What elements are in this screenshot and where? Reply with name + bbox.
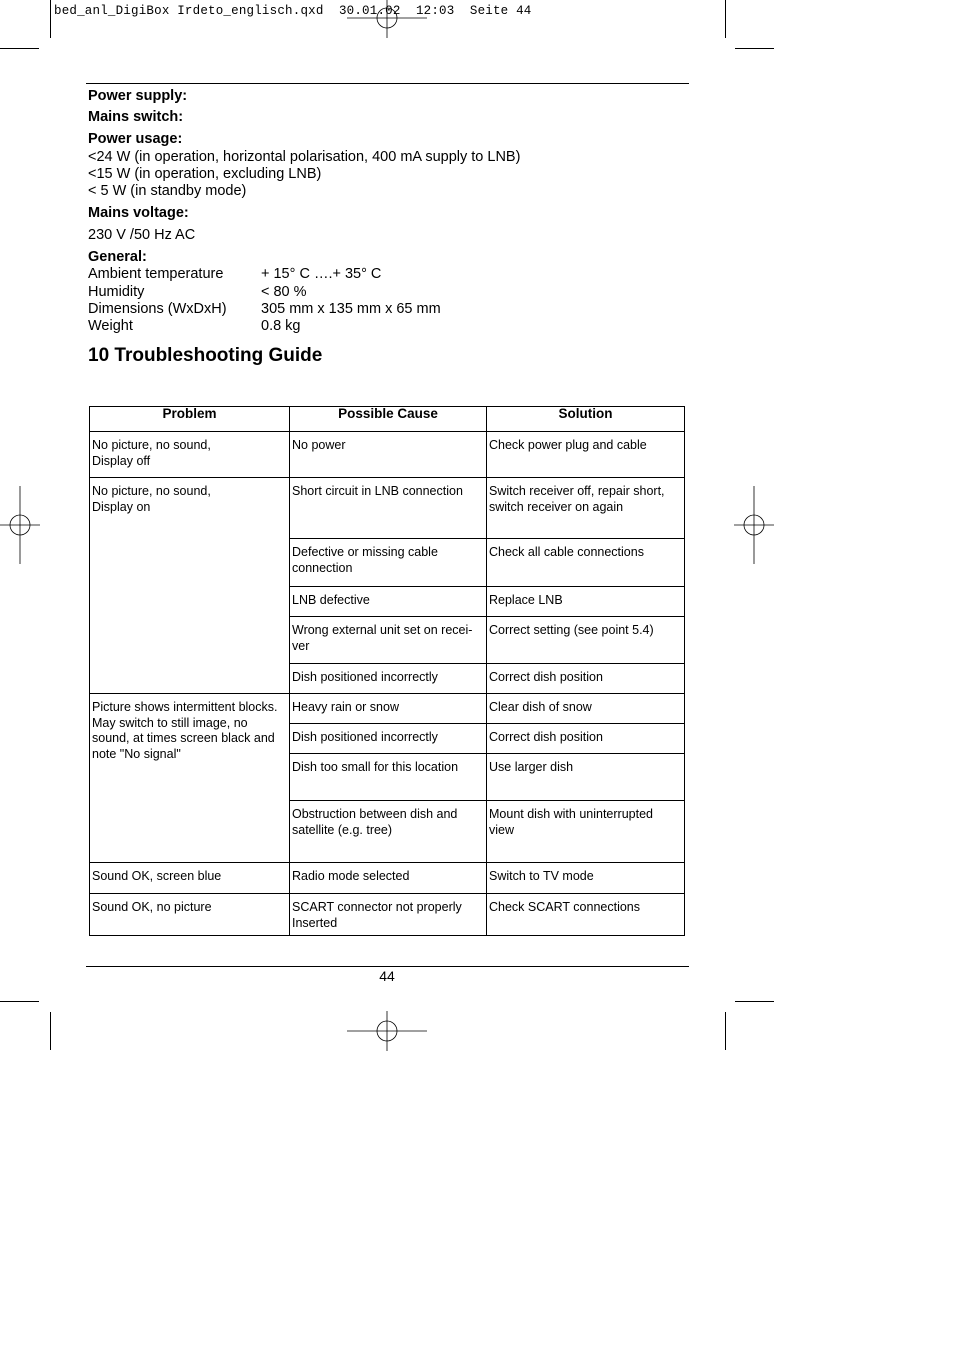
cause-cell-line: Short circuit in LNB connection (292, 484, 463, 498)
cause-cell (290, 432, 487, 478)
cause-cell-line: No power (292, 438, 346, 452)
solution-cell (487, 801, 685, 863)
cause-cell-line: Radio mode selected (292, 869, 410, 883)
cause-cell (290, 587, 487, 617)
table-row (90, 478, 685, 539)
solution-cell (487, 478, 685, 539)
solution-cell (487, 587, 685, 617)
cause-cell-line: Dish positioned incorrectly (292, 730, 438, 744)
solution-cell (487, 539, 685, 587)
cause-cell (290, 694, 487, 724)
problem-cell-line: No picture, no sound, (92, 484, 211, 498)
problem-cell (90, 478, 290, 694)
power-usage-label: Power usage: (88, 131, 183, 147)
cause-cell-line: Dish too small for this location (292, 760, 459, 774)
cause-cell-line: Defective or missing cable (292, 545, 438, 559)
page-number: 44 (379, 968, 395, 984)
solution-cell-line: Mount dish with uninterrupted (489, 807, 653, 821)
power-usage-line: <15 W (in operation, excluding LNB) (88, 166, 322, 182)
cause-cell-line: connection (292, 560, 353, 575)
cause-cell (290, 539, 487, 587)
troubleshooting-table (89, 406, 685, 936)
cause-cell-line: SCART connector not properly (292, 900, 462, 914)
file-slug: bed_anl_DigiBox Irdeto_englisch.qxd 30.01.02 12:03 Seite 44 (54, 4, 532, 18)
crop-mark (735, 1001, 774, 1002)
solution-cell-line: Check all cable connections (489, 545, 644, 559)
cause-cell-line: Obstruction between dish and (292, 807, 458, 821)
general-name: Weight (88, 318, 133, 334)
solution-cell-line: Check power plug and cable (489, 438, 647, 452)
crop-mark (50, 1012, 51, 1050)
registration-mark-icon (347, 0, 427, 40)
registration-mark-icon (0, 486, 40, 566)
solution-cell-line: Correct dish position (489, 730, 603, 744)
solution-cell-line: Check SCART connections (489, 900, 641, 914)
problem-cell (90, 894, 290, 936)
table-row (90, 863, 685, 894)
cause-cell-line: LNB defective (292, 593, 370, 607)
cause-cell (290, 754, 487, 801)
table-row (90, 894, 685, 936)
cause-cell (290, 617, 487, 664)
crop-mark (725, 0, 726, 38)
table-row (90, 432, 685, 478)
solution-cell (487, 617, 685, 664)
problem-cell-line: Picture shows intermittent blocks. (92, 700, 278, 714)
cause-cell-line: ver (292, 638, 310, 653)
mains-voltage-value: 230 V /50 Hz AC (88, 227, 196, 243)
problem-cell-line: sound, at times screen black and (92, 731, 275, 745)
cause-cell (290, 894, 487, 936)
mains-voltage-label: Mains voltage: (88, 205, 189, 221)
general-name: Ambient temperature (88, 266, 224, 282)
cause-cell-line: satellite (e.g. tree) (292, 822, 393, 837)
problem-cell-line: May switch to still image, no (92, 715, 248, 730)
section-title: 10 Troubleshooting Guide (88, 345, 323, 366)
mains-switch-label: Mains switch: (88, 109, 184, 125)
solution-cell (487, 432, 685, 478)
problem-cell (90, 432, 290, 478)
cause-cell-line: Dish positioned incorrectly (292, 670, 438, 684)
crop-mark (0, 48, 39, 49)
cause-cell (290, 801, 487, 863)
solution-cell-line: Use larger dish (489, 760, 574, 774)
general-name: Humidity (88, 284, 145, 300)
crop-mark (0, 1001, 39, 1002)
problem-cell-line: Display off (92, 453, 151, 468)
solution-cell (487, 664, 685, 694)
solution-cell (487, 694, 685, 724)
problem-cell-line: No picture, no sound, (92, 438, 211, 452)
solution-cell-line: Clear dish of snow (489, 700, 592, 714)
registration-mark-icon (734, 486, 774, 566)
solution-cell-line: Replace LNB (489, 593, 563, 607)
solution-cell-line: Switch receiver off, repair short, (489, 484, 665, 498)
table-row (90, 694, 685, 724)
solution-cell (487, 724, 685, 754)
header-cause: Possible Cause (290, 407, 487, 432)
bottom-rule (86, 966, 689, 967)
solution-cell-line: switch receiver on again (489, 499, 624, 514)
general-value: + 15° C ….+ 35° C (261, 266, 382, 282)
problem-cell-line: note "No signal" (92, 746, 181, 761)
solution-cell (487, 894, 685, 936)
registration-mark-icon (347, 1011, 427, 1051)
solution-cell-line: Correct dish position (489, 670, 603, 684)
problem-cell-line: Display on (92, 499, 151, 514)
solution-cell (487, 754, 685, 801)
power-supply-label: Power supply: (88, 88, 188, 104)
general-value: 0.8 kg (261, 318, 301, 334)
solution-cell (487, 863, 685, 894)
crop-mark (50, 0, 51, 38)
solution-cell-line: Switch to TV mode (489, 869, 594, 883)
general-value: 305 mm x 135 mm x 65 mm (261, 301, 441, 317)
cause-cell (290, 724, 487, 754)
problem-cell (90, 863, 290, 894)
problem-cell-line: Sound OK, screen blue (92, 869, 222, 883)
problem-cell-line: Sound OK, no picture (92, 900, 212, 914)
top-rule (86, 83, 689, 84)
general-name: Dimensions (WxDxH) (88, 301, 227, 317)
solution-cell-line: view (489, 822, 515, 837)
general-value: < 80 % (261, 284, 307, 300)
table-header-row (90, 407, 685, 432)
power-usage-line: < 5 W (in standby mode) (88, 183, 247, 199)
cause-cell (290, 478, 487, 539)
cause-cell (290, 863, 487, 894)
problem-cell (90, 694, 290, 863)
cause-cell (290, 664, 487, 694)
crop-mark (735, 48, 774, 49)
power-usage-line: <24 W (in operation, horizontal polarisation, 400 mA supply to LNB) (88, 149, 521, 165)
solution-cell-line: Correct setting (see point 5.4) (489, 623, 654, 637)
general-label: General: (88, 249, 147, 265)
crop-mark (725, 1012, 726, 1050)
cause-cell-line: Inserted (292, 915, 338, 930)
cause-cell-line: Heavy rain or snow (292, 700, 399, 714)
cause-cell-line: Wrong external unit set on recei- (292, 623, 473, 637)
header-problem: Problem (90, 407, 290, 432)
header-solution: Solution (487, 407, 685, 432)
